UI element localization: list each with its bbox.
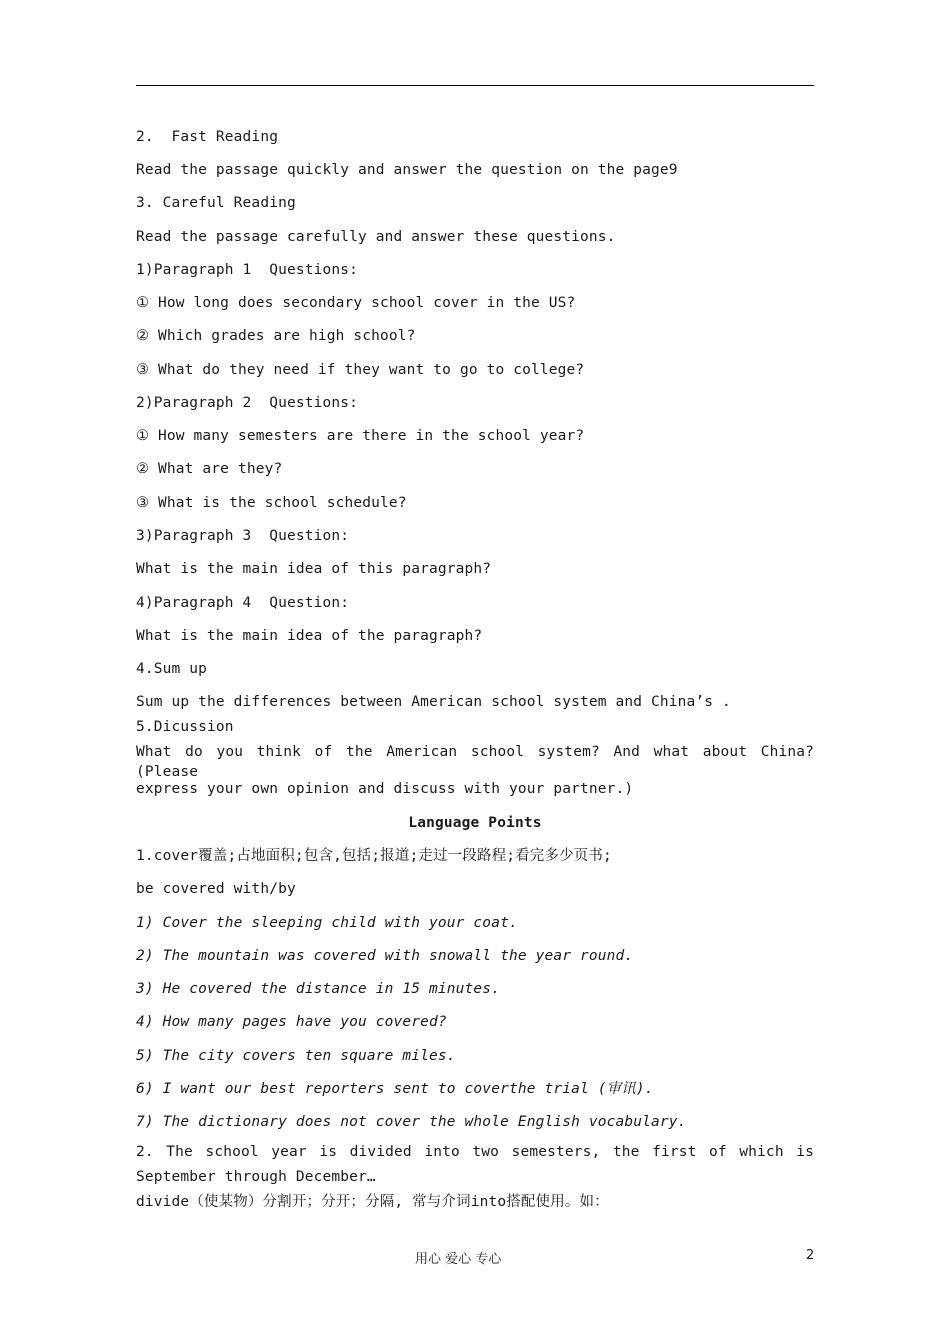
language-points-heading: Language Points bbox=[408, 815, 542, 831]
header-rule bbox=[136, 85, 814, 86]
section-discussion: 5.Dicussion bbox=[136, 719, 234, 735]
vocab-cover-definition: 1.cover覆盖;占地面积;包含,包括;报道;走过一段路程;看完多少页书; bbox=[136, 848, 612, 864]
vocab-divide-sentence-cont: September through December… bbox=[136, 1169, 376, 1185]
vocab-divide-sentence: 2. The school year is divided into two semesters, the first of which is bbox=[136, 1144, 814, 1160]
question-item: ① How long does secondary school cover in the US? bbox=[136, 295, 576, 311]
example-sentence: 7) The dictionary does not cover the whole English vocabulary. bbox=[136, 1114, 687, 1130]
question-item: What is the main idea of the paragraph? bbox=[136, 628, 483, 644]
paragraph-2-heading: 2)Paragraph 2 Questions: bbox=[136, 395, 358, 411]
sum-up-text: Sum up the differences between American school system and China’s . bbox=[136, 694, 731, 710]
question-item: ③ What do they need if they want to go to college? bbox=[136, 362, 585, 378]
page-number: 2 bbox=[806, 1248, 815, 1263]
vocab-divide-definition: divide（使某物）分割开；分开；分隔, 常与介词into搭配使用。如： bbox=[136, 1194, 609, 1210]
example-sentence: 1) Cover the sleeping child with your coat. bbox=[136, 915, 518, 931]
example-sentence: 5) The city covers ten square miles. bbox=[136, 1048, 456, 1064]
example-sentence: 3) He covered the distance in 15 minutes. bbox=[136, 981, 501, 997]
section-sum-up: 4.Sum up bbox=[136, 661, 208, 677]
question-item: What is the main idea of this paragraph? bbox=[136, 561, 492, 577]
question-item: ③ What is the school schedule? bbox=[136, 495, 407, 511]
section-careful-reading: 3. Careful Reading bbox=[136, 195, 296, 211]
question-item: ① How many semesters are there in the school year? bbox=[136, 428, 585, 444]
discussion-text-cont: express your own opinion and discuss with your partner.) bbox=[136, 781, 634, 797]
example-sentence: 4) How many pages have you covered? bbox=[136, 1014, 447, 1030]
paragraph-4-heading: 4)Paragraph 4 Question: bbox=[136, 595, 350, 611]
vocab-phrase: be covered with/by bbox=[136, 881, 296, 897]
example-sentence: 6) I want our best reporters sent to coverthe trial (审讯). bbox=[136, 1081, 654, 1097]
instruction-text: Read the passage quickly and answer the question on the page9 bbox=[136, 162, 678, 178]
question-item: ② What are they? bbox=[136, 461, 283, 477]
paragraph-1-heading: 1)Paragraph 1 Questions: bbox=[136, 262, 358, 278]
discussion-text: What do you think of the American school system? And what about China? (Please bbox=[136, 744, 814, 780]
question-item: ② Which grades are high school? bbox=[136, 328, 416, 344]
footer-motto: 用心 爱心 专心 bbox=[415, 1252, 502, 1267]
instruction-text: Read the passage carefully and answer these questions. bbox=[136, 229, 616, 245]
section-fast-reading: 2. Fast Reading bbox=[136, 129, 279, 145]
paragraph-3-heading: 3)Paragraph 3 Question: bbox=[136, 528, 350, 544]
example-sentence: 2) The mountain was covered with snowall the year round. bbox=[136, 948, 634, 964]
